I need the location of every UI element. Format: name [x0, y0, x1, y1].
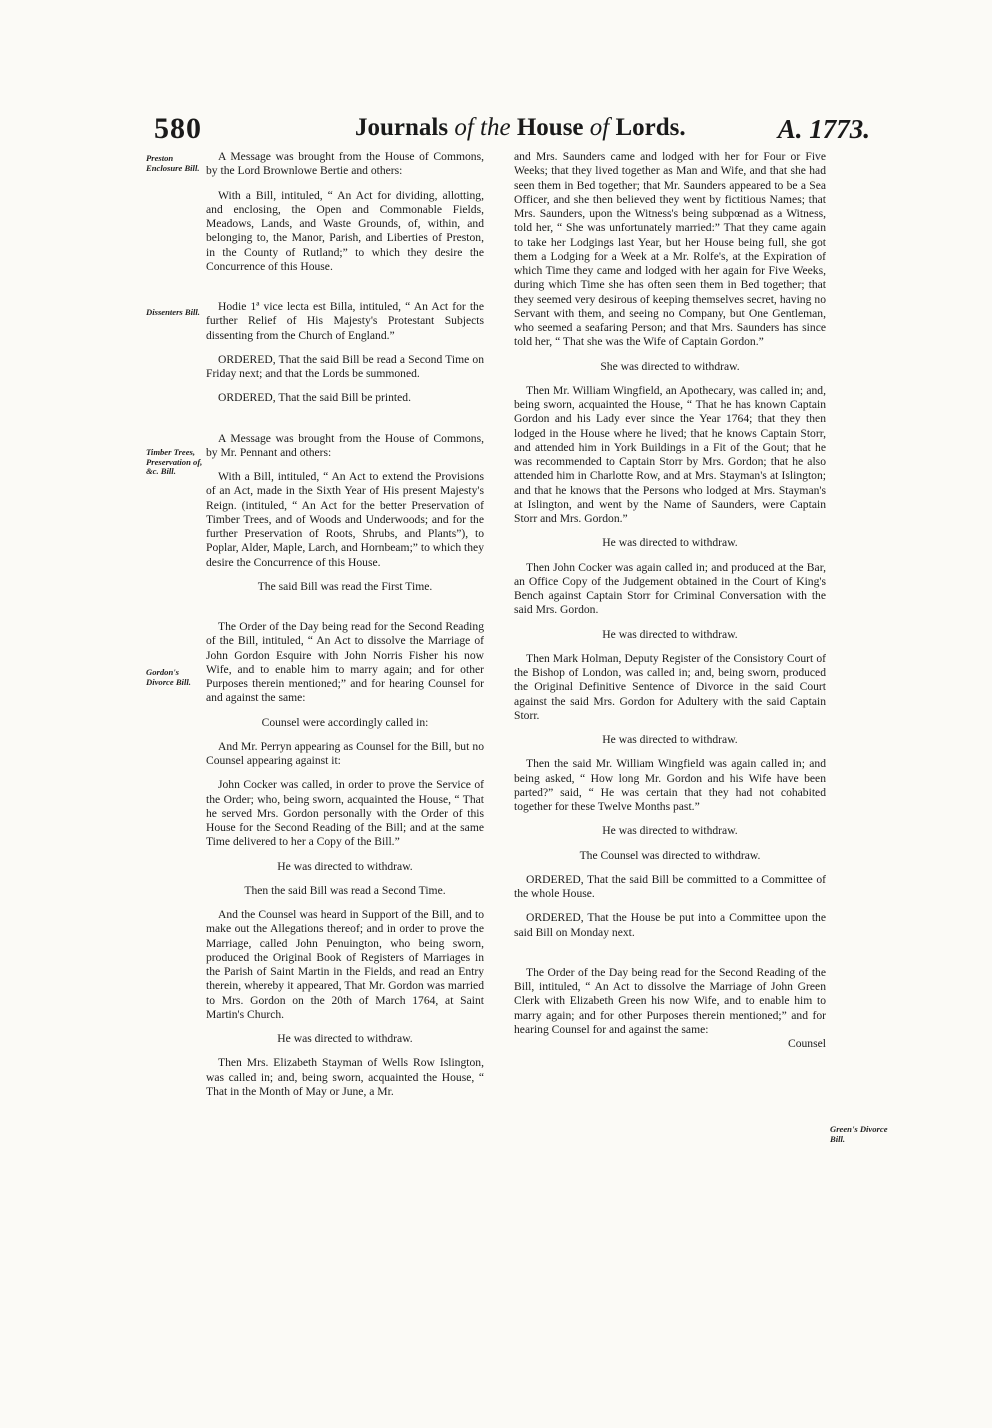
paragraph: And the Counsel was heard in Support of the Bill, and to make out the Allegations thereof; and in order to prove the Marriage, called John Penuington, who being sworn, produced the Original Book of Registers of Marriages in the Parish of Saint Martin in the Fields, and read an Entry therein, whereby it appeared, That Mr. Gordon was married to Mrs. Gordon on the 20th of March 1764, at Saint Martin's Church.	[206, 908, 484, 1021]
right-column	[514, 150, 826, 1051]
paragraph: A Message was brought from the House of Commons, by the Lord Brownlowe Bertie and others:	[206, 150, 484, 178]
centered-line: He was directed to withdraw.	[602, 536, 738, 550]
margin-note-preston: Preston Enclosure Bill.	[146, 153, 200, 173]
paragraph: ORDERED, That the said Bill be printed.	[218, 391, 411, 405]
margin-note-gordon: Gordon's Divorce Bill.	[146, 667, 191, 687]
page-header	[150, 112, 870, 152]
catchword: Counsel	[787, 1037, 826, 1050]
paragraph: and Mrs. Saunders came and lodged with her for Four or Five Weeks; that they lived together as Man and Wife, and that she had seen them in Bed together; that Mr. Saunders appeared to be a Sea Officer, and she then believed they went by fictitious Names; that Mrs. Saunders, upon the Witness's being subpœnad as a Witness, told her, “ She was unfortunately married:” That they came again to take her Lodgings last Year, but her House being full, she got them a Lodging for a Week at a Mr. Rolfe's, at the Expiration of which Time they came and lodged with her again for Five Weeks, during which Time she has often seen them in Bed together; that they seemed very desirous of keeping themselves secret, having no Servant with them, and seeing no Company, but One Gentleman, who seemed a seafaring Person; and that Mrs. Saunders has since told her, “ That she was the Wife of Captain Gordon.”	[514, 150, 826, 349]
left-column	[206, 150, 484, 1099]
journal-title: Journals of the House of Lords.	[355, 114, 686, 141]
centered-line: Then the said Bill was read a Second Time.	[244, 883, 446, 897]
paragraph: ORDERED, That the House be put into a Committee upon the said Bill on Monday next.	[514, 911, 826, 939]
year-heading: A. 1773.	[777, 114, 870, 144]
centered-line: She was directed to withdraw.	[600, 359, 740, 373]
paragraph: Then John Cocker was again called in; and produced at the Bar, an Office Copy of the Judgement obtained in the Court of King's Bench against Captain Storr for Criminal Conversation with the said Mrs. Gordon.	[514, 560, 826, 617]
paragraph: Hodie 1ª vice lecta est Billa, intituled, “ An Act for the further Relief of His Majesty's Protestant Subjects dissenting from the Church of England.”	[206, 300, 484, 342]
paragraph: A Message was brought from the House of Commons, by Mr. Pennant and others:	[206, 431, 484, 459]
paragraph: ORDERED, That the said Bill be committed to a Committee of the whole House.	[514, 872, 826, 900]
paragraph: And Mr. Perryn appearing as Counsel for the Bill, but no Counsel appearing against it:	[206, 739, 484, 767]
paragraph: Then Mrs. Elizabeth Stayman of Wells Row Islington, was called in; and, being sworn, acquainted the House, “ That in the Month of May or June, a Mr.	[206, 1056, 484, 1098]
centered-line: Counsel were accordingly called in:	[261, 715, 429, 729]
margin-note-timber: Timber Trees, Preservation of, &c. Bill.	[146, 447, 203, 476]
paragraph: Then Mark Holman, Deputy Register of the Consistory Court of the Bishop of London, was called in; and, being sworn, produced the Original Definitive Sentence of Divorce in the said Court against the said Mrs. Gordon for Adultery with the said Captain Storr.	[514, 651, 826, 722]
centered-line: The said Bill was read the First Time.	[257, 579, 433, 593]
paragraph: Then Mr. William Wingfield, an Apothecary, was called in; and, being sworn, acquainted the House, “ That he has known Captain Gordon and his Lady ever since the Year 1764; that they then lodged in the House where he lived; that he knows Captain Storr, and attended him in York Buildings in a Fit of the Gout; that he was recommended to Captain Storr by Mrs. Gordon; that he also attended him in Charlotte Row, and at Mrs. Stayman's at Islington; and that he knows that the Persons who lodged at Mrs. Stayman's at Islington, and went by the Name of Saunders, were Captain Storr and Mrs. Gordon.”	[514, 383, 826, 525]
centered-line: He was directed to withdraw.	[277, 859, 413, 873]
paragraph: ORDERED, That the said Bill be read a Second Time on Friday next; and that the Lords be summoned.	[206, 352, 484, 380]
centered-line: He was directed to withdraw.	[602, 733, 738, 746]
paragraph: The Order of the Day being read for the Second Reading of the Bill, intituled, “ An Act to dissolve the Marriage of John Green Clerk with Elizabeth Green his now Wife, and to enable him to marry again; and for other Purposes therein mentioned;” and for hearing Counsel for and against the same:	[514, 965, 826, 1036]
paragraph: With a Bill, intituled, “ An Act to extend the Provisions of an Act, made in the Sixth Year of His present Majesty's Reign. (intituled, “ An Act for the better Preservation of Timber Trees, and of Woods and Underwoods; and for the further Preservation of Roots, Shrubs, and Plants”), to Poplar, Alder, Maple, Larch, and Hornbeam;” to which they desire the Concurrence of this House.	[206, 470, 484, 569]
centered-line: He was directed to withdraw.	[602, 824, 738, 838]
margin-note-dissenters: Dissenters Bill.	[146, 307, 200, 317]
centered-line: He was directed to withdraw.	[277, 1032, 413, 1045]
margin-note-green: Green's Divorce Bill.	[830, 1124, 888, 1144]
centered-line: He was directed to withdraw.	[602, 627, 738, 641]
paragraph: With a Bill, intituled, “ An Act for dividing, allotting, and enclosing, the Open and Commonable Fields, Meadows, Lands, and Waste Grounds, of, within, and belonging to, the Manor, Parish, and Liberties of Preston, in the County of Rutland;” to which they desire the Concurrence of this House.	[206, 188, 484, 273]
page-number: 580	[154, 112, 202, 145]
paragraph: The Order of the Day being read for the Second Reading of the Bill, intituled, “ An Act to dissolve the Marriage of John Gordon Esquire with John Norris Fisher his now Wife, and to enable him to marry again; and for other Purposes therein mentioned;” and for hearing Counsel for and against the same:	[206, 620, 484, 705]
paragraph: John Cocker was called, in order to prove the Service of the Order; who, being sworn, acquainted the House, “ That he served Mrs. Gordon personally with the Order of this House for the Second Reading of the Bill; and at the same Time delivered to her a Copy of the Bill.”	[206, 778, 484, 849]
centered-line: The Counsel was directed to withdraw.	[579, 848, 761, 862]
paragraph: Then the said Mr. William Wingfield was again called in; and being asked, “ How long Mr. Gordon and his Wife have been parted?” said, “ He was certain that they had not cohabited together for these Twelve Months past.”	[514, 757, 826, 813]
